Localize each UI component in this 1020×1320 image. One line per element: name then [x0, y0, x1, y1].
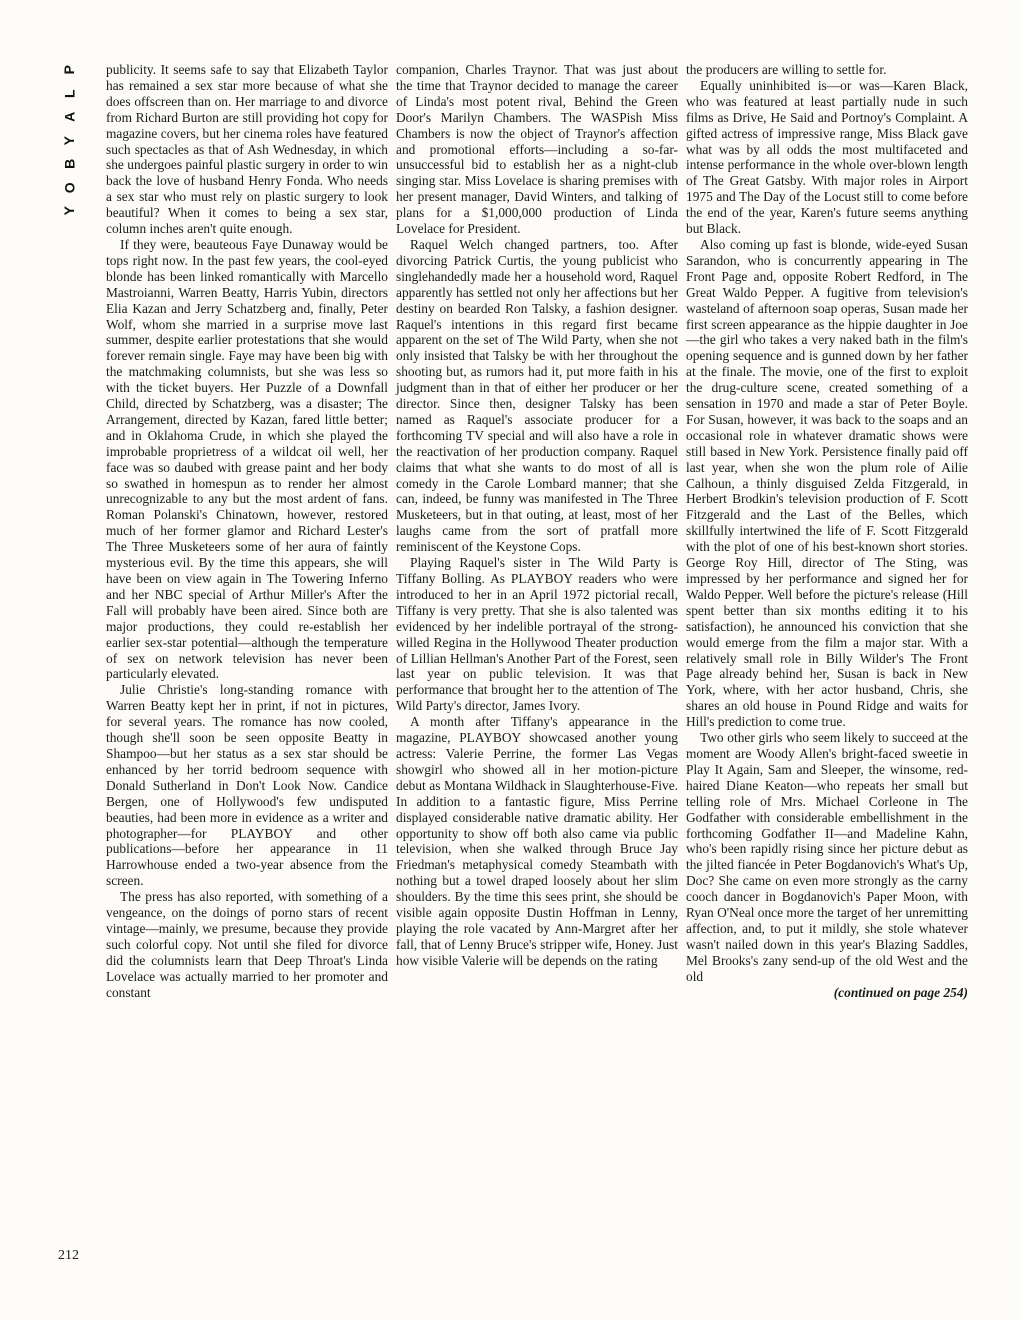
masthead-letter: Y [61, 135, 78, 145]
article-paragraph: Equally uninhibited is—or was—Karen Black, who was featured at least partially nude in such films as Drive, He Said and Portnoy's Complaint. A gifted actress of impressive range, Miss Black gave what was by all odds the most multifaceted and intense performance in the whole over-blown length of The Great Gatsby. With major roles in Airport 1975 and The Day of the Locust still to come before the end of the year, Karen's future seems anything but Black. [686, 77, 968, 237]
article-column-3 [686, 62, 968, 1000]
masthead-letter: O [61, 181, 78, 193]
playboy-masthead [58, 58, 82, 223]
continued-note: (continued on page 254) [833, 984, 968, 1000]
masthead-letter: Y [61, 206, 78, 216]
masthead-letter: L [61, 88, 78, 98]
article-paragraph: Raquel Welch changed partners, too. After divorcing Patrick Curtis, the young publicist who singlehandedly made her a household word, Raquel apparently has settled not only her affections but her destiny on bearded Ron Talsky, a fashion designer. Raquel's intentions in this regard first became apparent on the set of The Wild Party, when she not only insisted that Talsky be with her throughout the shooting but, as rumors had it, put more faith in his judgment than in that of either her producer or her director. Since then, designer Talsky has been named as Raquel's associate producer for a forthcoming TV special and will also have a role in the reactivation of her production company. Raquel claims that what she wants to do most of all is comedy in the Carole Lombard manner; that she can, indeed, be funny was manifested in The Three Musketeers, but in that outing, at least, most of her laughs came from the sort of pratfall more reminiscent of the Keystone Cops. [396, 236, 678, 555]
article-paragraph: Also coming up fast is blonde, wide-eyed Susan Sarandon, who is concurrently appearing in The Front Page and, opposite Robert Redford, in The Great Waldo Pepper. A fugitive from television's wasteland of afternoon soap operas, Susan made her first screen appearance as the hippie daughter in Joe—the girl who takes a very naked bath in the film's opening sequence and is gunned down by her father at the finale. The movie, one of the first to exploit the drug-culture scene, created something of a sensation in 1970 and made a star of Peter Boyle. For Susan, however, it was back to the soaps and an occasional role in whatever dramatic shows were still based in New York. Persistence finally paid off last year, when she won the plum role of Ailie Calhoun, a thinly disguised Zelda Fitzgerald, in Herbert Brodkin's television production of F. Scott Fitzgerald and the Last of the Belles, which skillfully intertwined the life of F. Scott Fitzgerald with the plot of one of his best-known short stories. George Roy Hill, director of The Sting, was impressed by her performance and signed her for Waldo Pepper. Well before the picture's release (Hill spent better than six months editing it to his satisfaction), he announced his conviction that she would emerge from the film a major star. With a relatively small role in Billy Wilder's The Front Page already behind her, Susan is back in New York, where, with her actor husband, Chris, she shares an old house in Pound Ridge and waits for Hill's prediction to come true. [686, 236, 968, 730]
page-number: 212 [58, 1248, 79, 1263]
article-paragraph: Playing Raquel's sister in The Wild Party is Tiffany Bolling. As PLAYBOY readers who were introduced to her in an April 1972 pictorial recall, Tiffany is very pretty. That she is also talented was evidenced by her indelible portrayal of the strong-willed Regina in the Hollywood Theater production of Lillian Hellman's Another Part of the Forest, seen last year on public television. It was that performance that brought her to the attention of The Wild Party's director, James Ivory. [396, 555, 678, 714]
masthead-letter: A [61, 111, 78, 122]
article-paragraph: If they were, beauteous Faye Dunaway would be tops right now. In the past few years, the cool-eyed blonde has been linked romantically with Marcello Mastroianni, Warren Beatty, Harris Yubin, directors Elia Kazan and Jerry Schatzberg and, finally, Peter Wolf, whom she married in a surprise move last summer, despite earlier protestations that she would forever remain single. Faye may have been big with the matchmaking columnists, but she was less so with the ticket buyers. Her Puzzle of a Downfall Child, directed by Schatzberg, was a disaster; The Arrangement, directed by Kazan, fared little better; and in Oklahoma Crude, in which she played the improbable proprietress of a wildcat oil well, her face was so daubed with grease paint and her body so swathed in homespun as to render her almost unrecognizable to any but the most ardent of fans. Roman Polanski's Chinatown, however, restored much of her former glamor and Richard Lester's The Three Musketeers some of her aura of faintly mysterious evil. By the time this appears, she will have been on view again in The Towering Inferno and her NBC special of Arthur Miller's After the Fall will probably have been aired. Since both are major productions, they could re-establish her earlier sex-star potential—although the temperature of sex on network television has never been particularly elevated. [106, 236, 388, 682]
article-paragraph: Two other girls who seem likely to succeed at the moment are Woody Allen's bright-faced sweetie in Play It Again, Sam and Sleeper, the winsome, red-haired Diane Keaton—who repeats her small but telling role of Mrs. Michael Corleone in The Godfather with considerable embellishment in the forthcoming Godfather II—and Madeline Kahn, who's been rapidly rising since her picture debut as the jilted fiancée in Peter Bogdanovich's What's Up, Doc? She came on even more strongly as the carny cooch dancer in Bogdanovich's Paper Moon, with Ryan O'Neal once more the target of her unremitting affection, and, to put it mildly, she stole whatever wasn't nailed down in this year's Blazing Saddles, Mel Brooks's zany send-up of the old West and the old [686, 730, 968, 984]
article-paragraph: publicity. It seems safe to say that Elizabeth Taylor has remained a sex star more because of what she does offscreen than on. Her marriage to and divorce from Richard Burton are still providing hot copy for magazine covers, but her cinema roles have featured such spectacles as that of Ash Wednesday, in which she undergoes painful plastic surgery in order to win back the love of husband Henry Fonda. Who needs a sex star who must rely on plastic surgery to look beautiful? When it comes to being a sex star, column inches aren't quite enough. [106, 62, 388, 237]
article-column-1 [106, 62, 388, 1000]
article-column-2 [396, 62, 678, 969]
masthead-letter: B [61, 158, 78, 169]
masthead-letter: P [61, 65, 78, 75]
article-paragraph: the producers are willing to settle for. [686, 62, 887, 77]
article-paragraph: A month after Tiffany's appearance in the magazine, PLAYBOY showcased another young actress: Valerie Perrine, the former Las Vegas showgirl who showed all in her motion-picture debut as Montana Wildhack in Slaughterhouse-Five. In addition to a fantastic figure, Miss Perrine displayed considerable native dramatic ability. Her opportunity to show off both also came via public television, when she walked through Bruce Jay Friedman's metaphysical comedy Steambath with nothing but a towel draped loosely about her slim shoulders. By the time this sees print, she should be visible again opposite Dustin Hoffman in Lenny, playing the role vacated by Ann-Margret after her fall, that of Lenny Bruce's stripper wife, Honey. Just how visible Valerie will be depends on the rating [396, 714, 678, 968]
article-paragraph: companion, Charles Traynor. That was just about the time that Traynor decided to manage the career of Linda's most potent rival, Behind the Green Door's Marilyn Chambers. The WASPish Miss Chambers is now the object of Traynor's affection and promotional efforts—including a so-far-unsuccessful bid to establish her as a night-club singing star. Miss Lovelace is sharing premises with her present manager, David Winters, and talking of plans for a $1,000,000 production of Linda Lovelace for President. [396, 62, 678, 237]
article-paragraph: The press has also reported, with something of a vengeance, on the doings of porno stars of recent vintage—mainly, we presume, because they provide such colorful copy. Not until she filed for divorce did the columnists learn that Deep Throat's Linda Lovelace was actually married to her promoter and constant [106, 889, 388, 1000]
article-paragraph: Julie Christie's long-standing romance with Warren Beatty kept her in print, if not in pictures, for several years. The romance has now cooled, though she'll soon be seen opposite Beatty in Shampoo—but her status as a sex star should be enhanced by her torrid bedroom sequence with Donald Sutherland in Don't Look Now. Candice Bergen, one of Hollywood's few undisputed beauties, had been more in evidence as a writer and photographer—for PLAYBOY and other publications—before her appearance in 11 Harrowhouse ended a two-year absence from the screen. [106, 682, 388, 889]
